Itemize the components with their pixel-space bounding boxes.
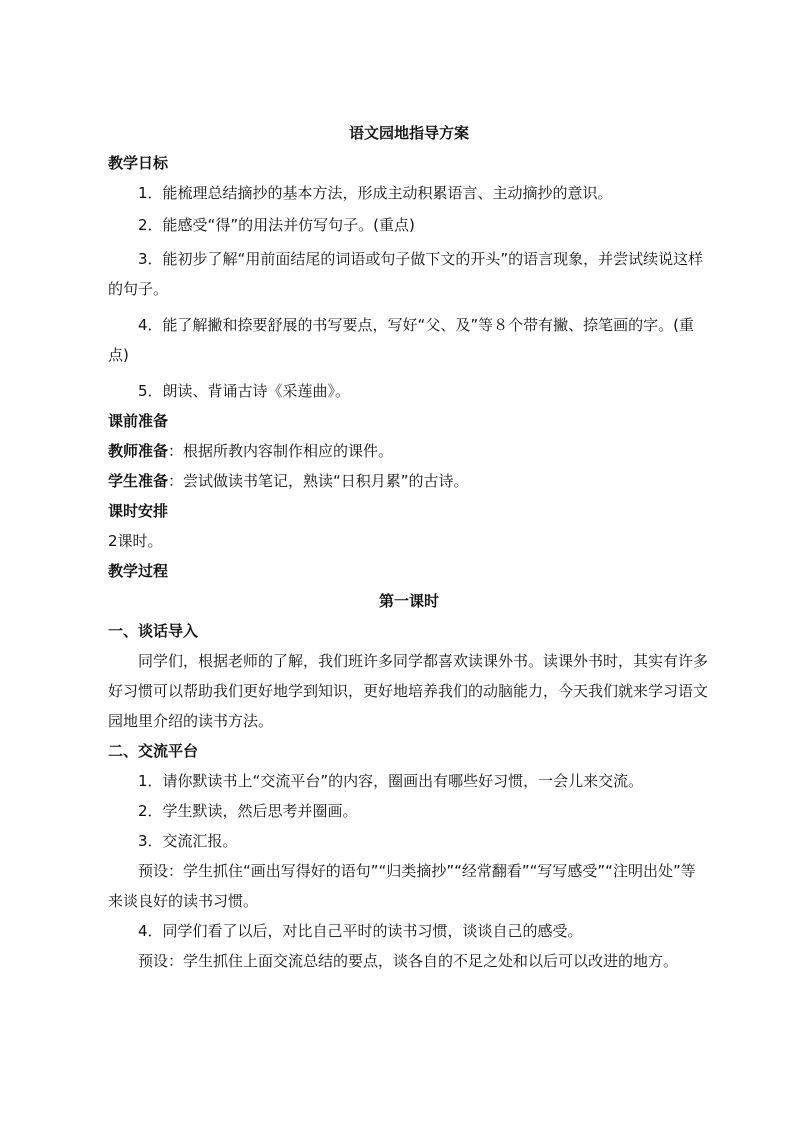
prep-heading: 课前准备 bbox=[108, 412, 169, 430]
section2-item: 预设：学生抓住“画出写得好的语句”“归类摘抄”“经常翻看”“写写感受”“注明出处”等来谈良好的读书习惯。 bbox=[108, 862, 696, 910]
objective-item: 2．能感受“得”的用法并仿写句子。(重点) bbox=[138, 216, 415, 234]
lesson-one-heading: 第一课时 bbox=[378, 592, 439, 610]
section2-item: 3．交流汇报。 bbox=[138, 832, 238, 850]
process-heading: 教学过程 bbox=[108, 562, 169, 580]
student-prep-text: ：尝试做读书笔记，熟读“日积月累”的古诗。 bbox=[168, 472, 469, 490]
document-title: 语文园地指导方案 bbox=[348, 124, 469, 142]
objective-item: 3．能初步了解“用前面结尾的词语或句子做下文的开头”的语言现象，并尝试续说这样的句子。 bbox=[108, 250, 704, 298]
student-prep bbox=[108, 466, 710, 496]
objectives-heading: 教学日标 bbox=[108, 154, 169, 172]
teacher-prep-label: 教师准备 bbox=[108, 442, 169, 460]
student-prep-label: 学生准备 bbox=[108, 472, 169, 490]
section2-item: 4．同学们看了以后，对比自己平时的读书习惯，谈谈自己的感受。 bbox=[138, 922, 583, 940]
schedule-heading: 课时安排 bbox=[108, 502, 169, 520]
objective-item: 4．能了解撇和捺要舒展的书写要点，写好“父、及”等８个带有撇、捺笔画的字。(重点) bbox=[108, 316, 694, 364]
section2-item: 预设：学生抓住上面交流总结的要点，谈各自的不足之处和以后可以改进的地方。 bbox=[138, 952, 679, 970]
teacher-prep bbox=[108, 436, 710, 466]
section2-item: 2．学生默读，然后思考并圈画。 bbox=[138, 802, 358, 820]
schedule-text: 2课时。 bbox=[108, 532, 163, 550]
section2-heading: 二、交流平台 bbox=[108, 742, 199, 760]
objective-item: 1．能梳理总结摘抄的基本方法，形成主动积累语言、主动摘抄的意识。 bbox=[138, 184, 613, 202]
section1-text: 同学们，根据老师的了解，我们班许多同学都喜欢读课外书。读课外书时，其实有许多好习惯可以帮助我们更好地学到知识，更好地培养我们的动脑能力，今天我们就来学习语文园地里介绍的读书方法。 bbox=[108, 652, 709, 730]
section1-heading: 一、谈话导入 bbox=[108, 622, 199, 640]
teacher-prep-text: ：根据所教内容制作相应的课件。 bbox=[168, 442, 394, 460]
section2-item: 1．请你默读书上“交流平台”的内容，圈画出有哪些好习惯，一会儿来交流。 bbox=[138, 772, 644, 790]
objective-item: 5．朗读、背诵古诗《采莲曲》。 bbox=[138, 382, 351, 400]
